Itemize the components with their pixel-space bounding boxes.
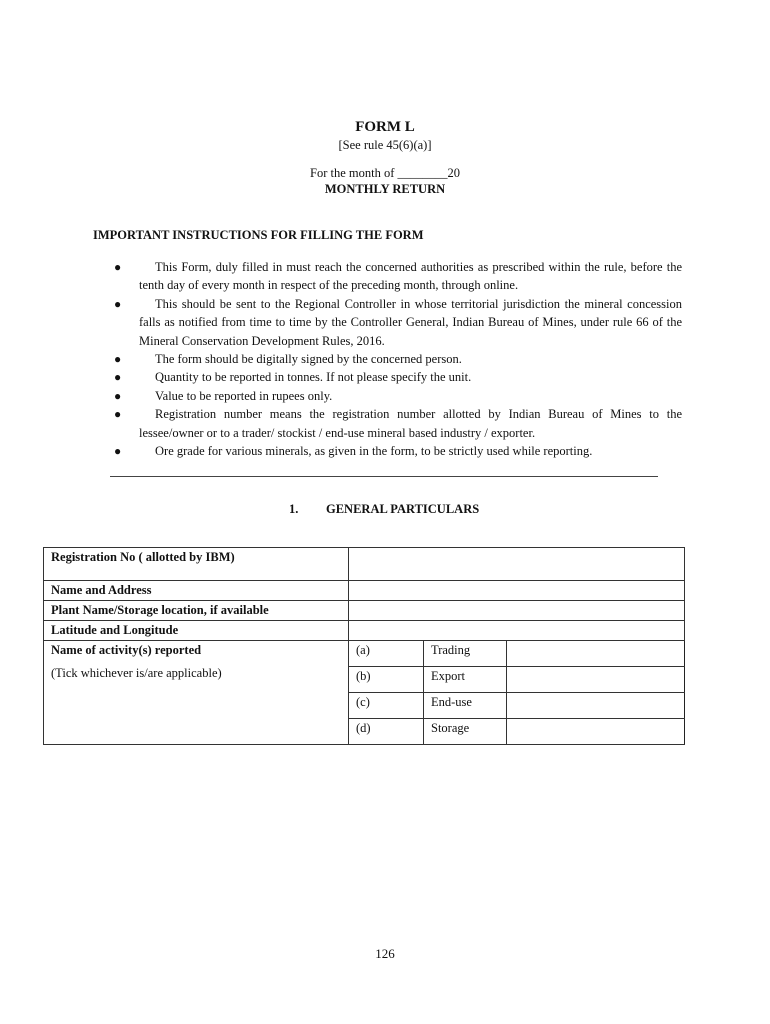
- activity-code: (c): [349, 693, 424, 719]
- instructions-heading: IMPORTANT INSTRUCTIONS FOR FILLING THE FORM: [93, 228, 424, 242]
- activity-name: End-use: [424, 693, 507, 719]
- activity-name: Export: [424, 667, 507, 693]
- bullet-icon: ●: [114, 370, 122, 385]
- instruction-item: ● Ore grade for various minerals, as given in the form, to be strictly used while reporting.: [112, 442, 682, 460]
- instruction-item: ● This should be sent to the Regional Controller in whose territorial jurisdiction the mineral concession falls as notified from time to time by the Controller General, Indian Bureau of Mines, under rule 66 of the Mineral Conservation Development Rules, 2016.: [114, 296, 682, 348]
- instruction-item: ● Value to be reported in rupees only.: [112, 387, 682, 405]
- form-title: FORM L: [355, 119, 415, 135]
- activity-tick-trading[interactable]: [507, 641, 685, 667]
- activity-code: (a): [349, 641, 424, 667]
- plant-field[interactable]: [349, 601, 685, 621]
- bullet-icon: ●: [114, 260, 122, 274]
- section-title: GENERAL PARTICULARS: [326, 502, 480, 516]
- rule-reference: [See rule 45(6)(a)]: [338, 138, 432, 152]
- activity-tick-export[interactable]: [507, 667, 685, 693]
- latlong-field[interactable]: [349, 621, 685, 641]
- instruction-item: ● The form should be digitally signed by the concerned person.: [112, 350, 682, 368]
- activity-label: Name of activity(s) reported: [51, 643, 202, 657]
- name-address-field[interactable]: [349, 581, 685, 601]
- instructions-list: [112, 258, 682, 460]
- activity-tick-storage[interactable]: [507, 719, 685, 745]
- bullet-icon: ●: [114, 444, 122, 459]
- registration-field[interactable]: [349, 548, 685, 581]
- bullet-icon: ●: [114, 352, 122, 367]
- month-line: For the month of ________20: [310, 166, 460, 180]
- return-title: MONTHLY RETURN: [324, 182, 446, 196]
- bullet-icon: ●: [114, 407, 122, 422]
- activity-tick-end-use[interactable]: [507, 693, 685, 719]
- tick-note: (Tick whichever is/are applicable): [51, 666, 222, 680]
- bullet-icon: ●: [114, 388, 122, 403]
- name-address-label: Name and Address: [44, 581, 349, 601]
- instruction-item: ● Quantity to be reported in tonnes. If not please specify the unit.: [112, 368, 682, 386]
- section-heading: [289, 502, 479, 517]
- section-number: 1.: [289, 502, 299, 516]
- activity-code: (b): [349, 667, 424, 693]
- plant-label: Plant Name/Storage location, if available: [44, 601, 349, 621]
- general-particulars-table: [43, 547, 685, 745]
- page-number: 126: [375, 946, 395, 961]
- instruction-item: ● This Form, duly filled in must reach the concerned authorities as prescribed within the rule, before the tenth day of every month in respect of the preceding month, through online.: [114, 260, 682, 293]
- latlong-label: Latitude and Longitude: [44, 621, 349, 641]
- activity-label-cell: [44, 641, 349, 745]
- activity-name: Trading: [424, 641, 507, 667]
- registration-label: Registration No ( allotted by IBM): [44, 548, 349, 581]
- instruction-item: ● Registration number means the registration number allotted by Indian Bureau of Mines to the lessee/owner or to a trader/ stockist / end-use mineral based industry / exporter.: [114, 407, 682, 440]
- bullet-icon: ●: [114, 296, 122, 311]
- activity-name: Storage: [424, 719, 507, 745]
- activity-code: (d): [349, 719, 424, 745]
- divider-line: [110, 476, 658, 477]
